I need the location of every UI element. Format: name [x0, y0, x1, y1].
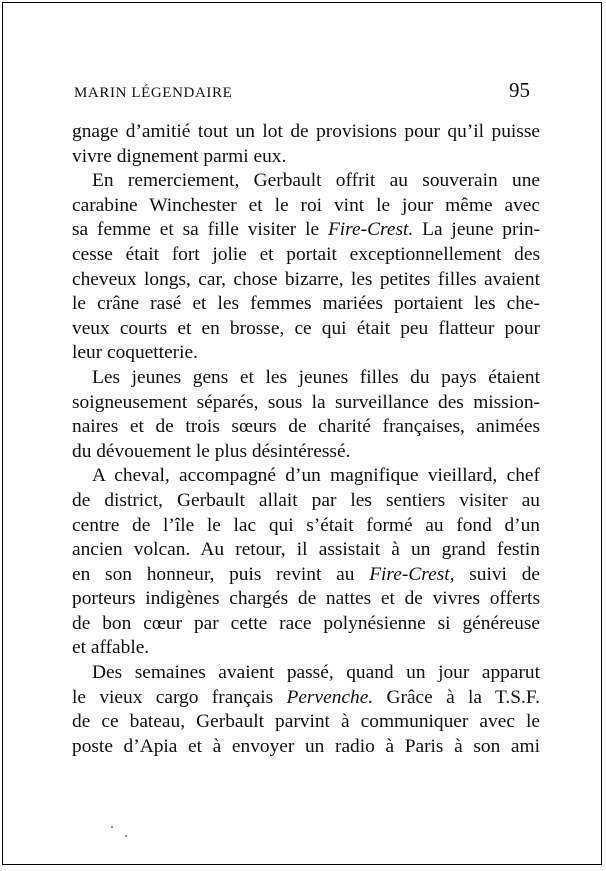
- text-line: leur coquetterie.: [72, 342, 198, 364]
- running-title: MARIN LÉGENDAIRE: [74, 85, 233, 101]
- text-line: Les jeunes gens et les jeunes filles du pays étaient: [92, 366, 540, 388]
- print-speck: [111, 826, 113, 828]
- text-line: le crâne rasé et les femmes mariées portaient les che-: [72, 293, 540, 315]
- print-speck: [125, 835, 127, 837]
- text-line: ancien volcan. Au retour, il assistait à un grand festin: [72, 539, 540, 561]
- text-line: naires et de trois sœurs de charité françaises, animées: [72, 416, 540, 438]
- text-line: centre de l’île le lac qui s’était formé au fond d’un: [72, 514, 540, 536]
- text-line: [72, 686, 540, 711]
- text-line: cesse était fort jolie et portait exceptionnellement des: [72, 243, 540, 265]
- italic-ship-name: Fire-Crest,: [369, 563, 455, 585]
- body-text: [72, 120, 540, 759]
- text-line: En remerciement, Gerbault offrit au souverain une: [92, 170, 540, 192]
- text-line: et affable.: [72, 637, 150, 659]
- text-line: veux courts et en brosse, ce qui était peu flatteur pour: [72, 317, 540, 339]
- text-fragment: suivi de: [454, 563, 540, 585]
- text-line: A cheval, accompagné d’un magnifique vieillard, chef: [92, 465, 540, 487]
- text-line: Des semaines avaient passé, quand un jour apparut: [92, 662, 540, 684]
- italic-ship-name: Pervenche.: [286, 686, 374, 708]
- text-line: [72, 563, 540, 588]
- text-line: cheveux longs, car, chose bizarre, les petites filles avaient: [72, 268, 540, 290]
- text-line: vivre dignement parmi eux.: [72, 145, 287, 167]
- text-fragment: en son honneur, puis revint au: [72, 563, 370, 585]
- text-line: soigneusement séparés, sous la surveillance des mission-: [72, 391, 540, 413]
- text-line: [72, 218, 540, 243]
- text-fragment: La jeune prin-: [413, 219, 540, 241]
- text-line: du dévouement le plus désintéressé.: [72, 440, 351, 462]
- text-line: de district, Gerbault allait par les sentiers visiter au: [72, 489, 540, 511]
- book-page: [2, 2, 602, 865]
- text-line: de bon cœur par cette race polynésienne si généreuse: [72, 612, 540, 634]
- text-line: gnage d’amitié tout un lot de provisions pour qu’il puisse: [72, 121, 540, 142]
- text-fragment: sa femme et sa fille visiter le: [72, 219, 328, 241]
- text-line: de ce bateau, Gerbault parvint à communiquer avec le: [72, 711, 540, 733]
- text-line: poste d’Apia et à envoyer un radio à Paris à son ami: [72, 735, 540, 757]
- running-head: [74, 78, 530, 103]
- text-line: carabine Winchester et le roi vint le jour même avec: [72, 194, 540, 216]
- text-fragment: le vieux cargo français: [72, 686, 287, 708]
- italic-ship-name: Fire-Crest.: [327, 219, 414, 241]
- text-line: porteurs indigènes chargés de nattes et de vivres offerts: [72, 588, 540, 610]
- text-fragment: Grâce à la T.S.F.: [373, 686, 540, 708]
- page-number: 95: [509, 78, 530, 102]
